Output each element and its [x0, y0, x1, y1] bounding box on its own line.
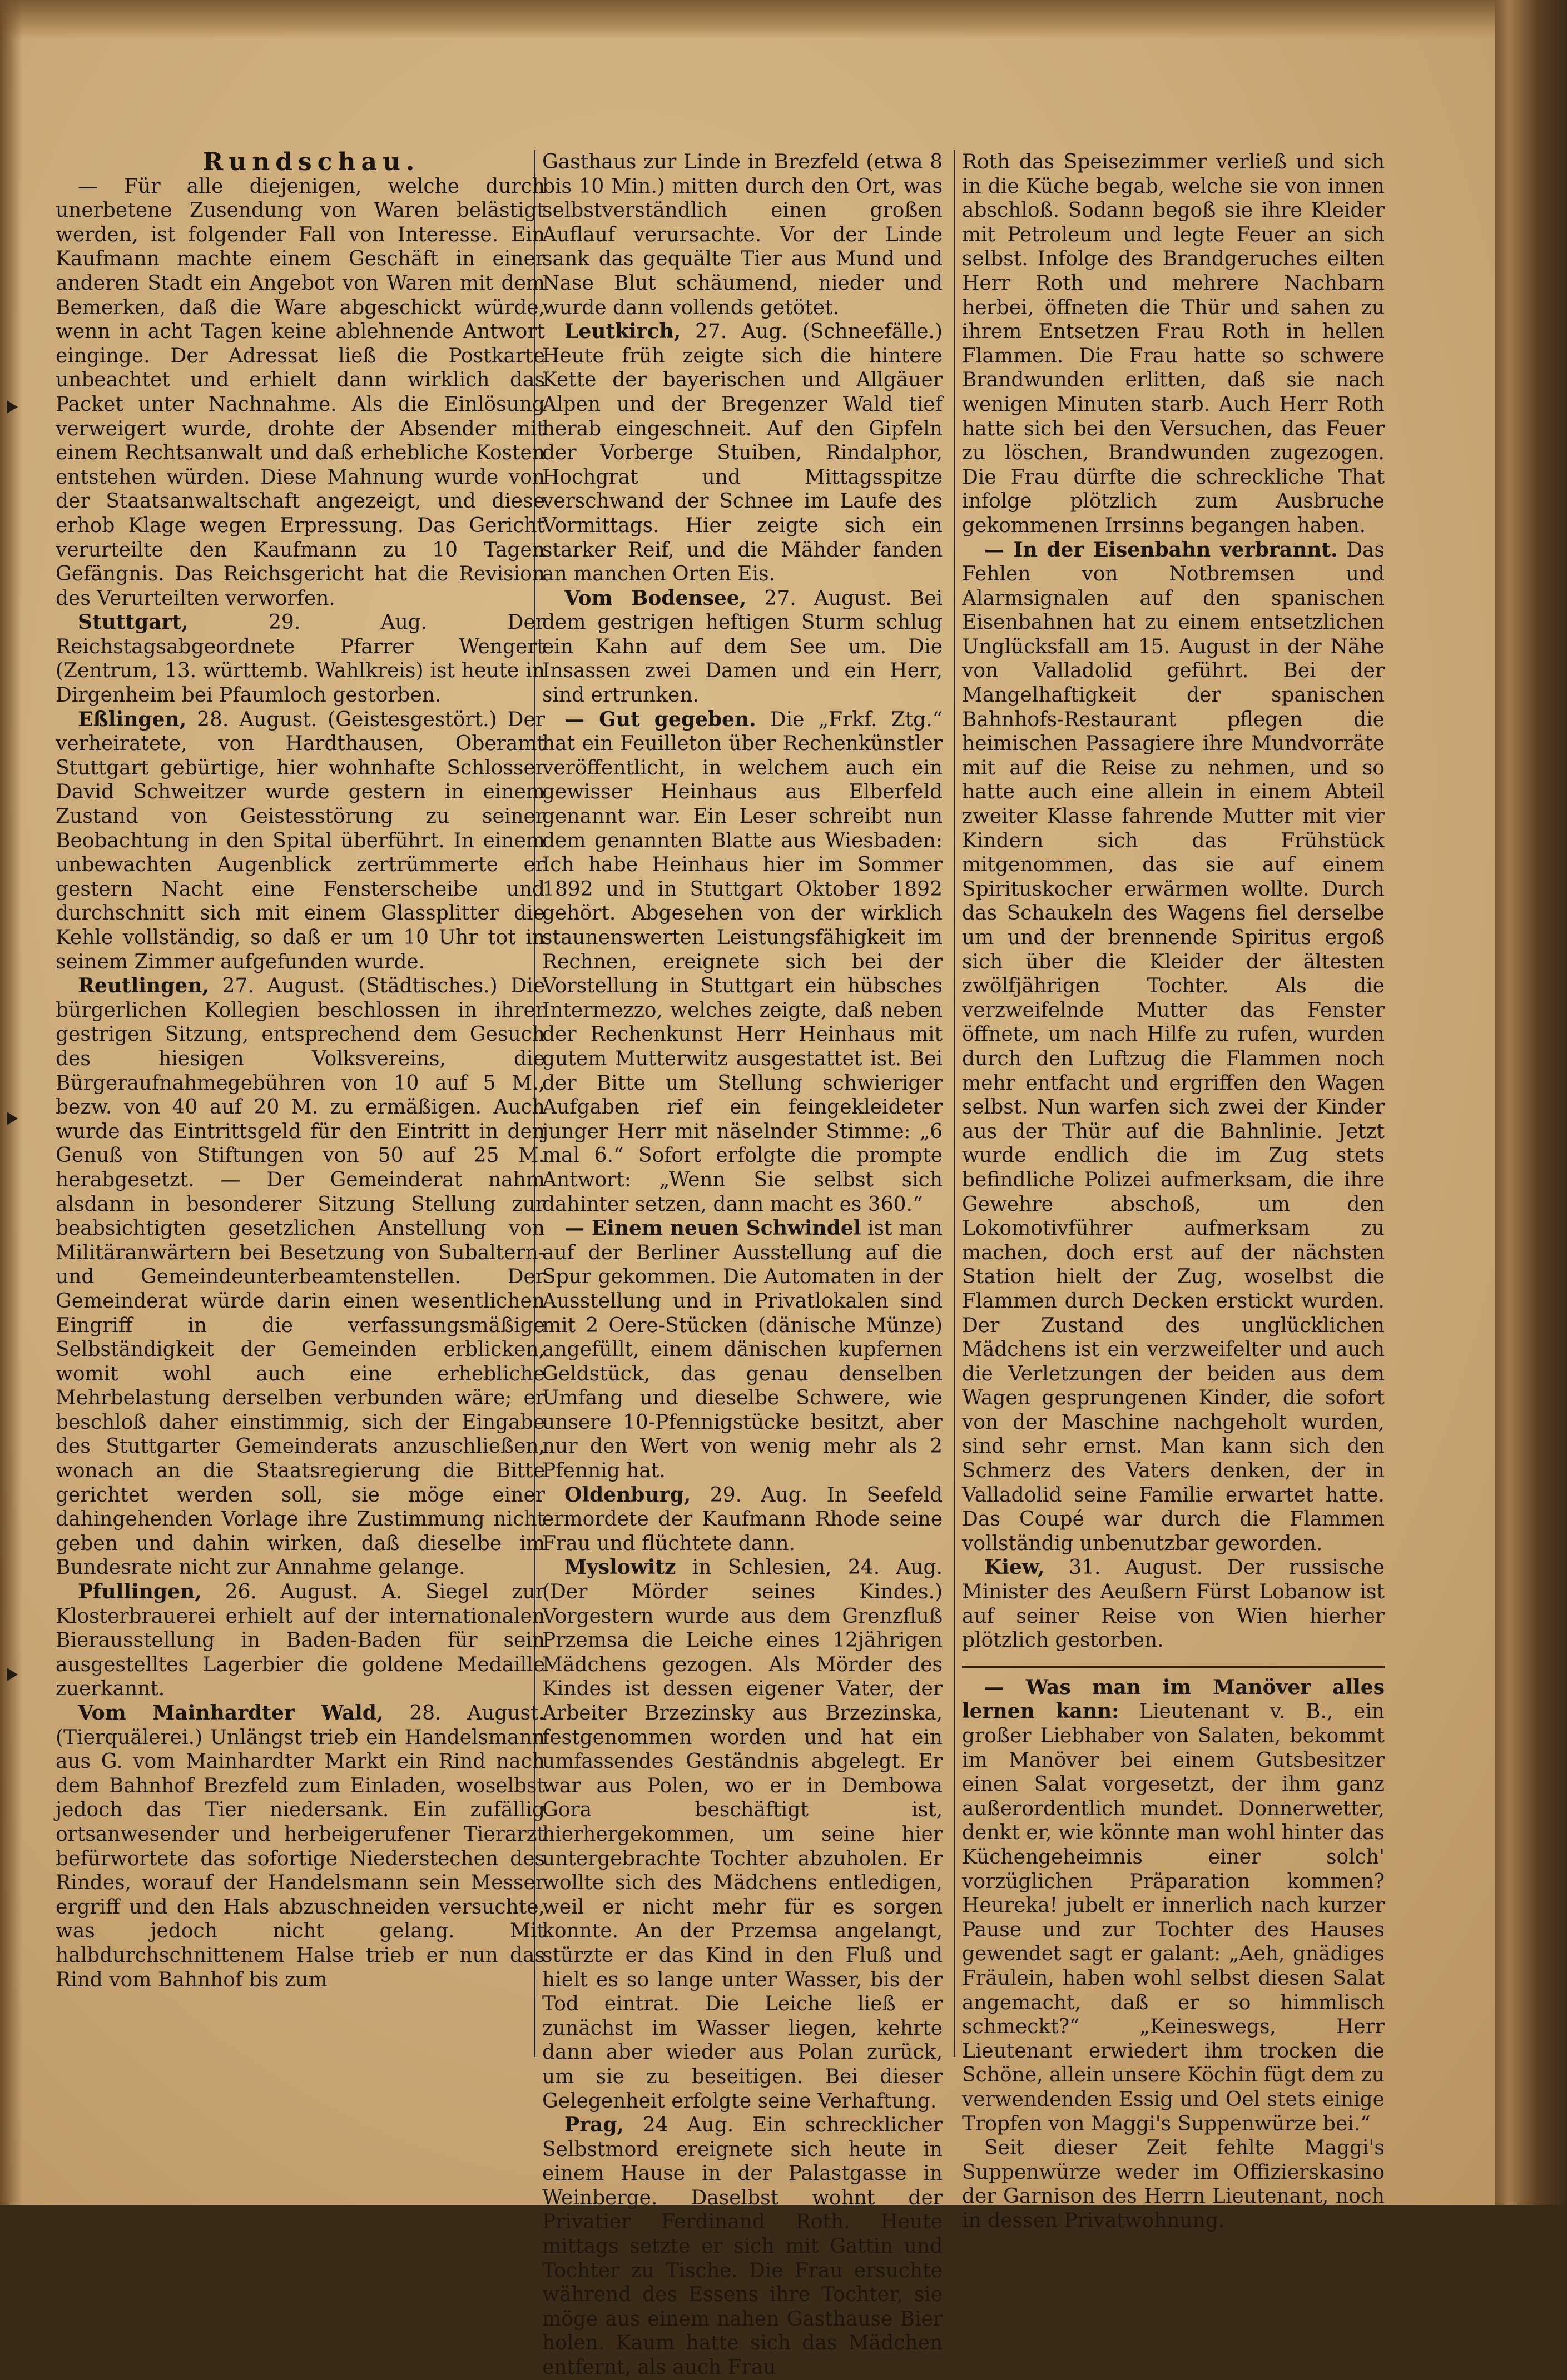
- article-dateline: — In der Eisenbahn verbrannt.: [984, 538, 1338, 562]
- article: [56, 1701, 545, 1992]
- article-dateline: Vom Bodensee,: [564, 586, 747, 610]
- article-text: — Für alle diejenigen, welche durch unerbetene Zusendung von Waren belästigt werden, ist folgender Fall von Interesse. Ein Kaufmann machte einem Geschäft in einer anderen Stadt ein Angebot von Waren mit dem Bemerken, daß die Ware abgeschickt würde, wenn in acht Tagen keine ablehnende Antwort einginge. Der Adressat ließ die Postkarte unbeachtet und erhielt dann wirklich das Packet unter Nachnahme. Als die Einlösung verweigert wurde, drohte der Absender mit einem Rechtsanwalt und daß erhebliche Kosten entstehen würden. Diese Mahnung wurde von der Staatsanwaltschaft angezeigt, und diese erhob Klage wegen Erpressung. Das Gericht verurteilte den Kaufmann zu 10 Tagen Gefängnis. Das Reichsgericht hat die Revision des Verurteilten verworfen.: [56, 175, 545, 610]
- article-dateline: Vom Mainhardter Wald,: [78, 1701, 384, 1725]
- article-text: 27. Aug. (Schneefälle.) Heute früh zeigte sich die hintere Kette der bayerischen und Allgäuer Alpen und der Bregenzer Wald tief herab eingeschneit. Auf den Gipfeln der Vorberge Stuiben, Rindalphor, Hochgrat und Mittagsspitze verschwand der Schnee im Laufe des Vormittags. Hier zeigte sich ein starker Reif, und die Mähder fanden an manchen Orten Eis.: [542, 320, 943, 586]
- article-text: 31. August. Der russische Minister des Aeußern Fürst Lobanow ist auf seiner Reise von Wien hierher plötzlich gestorben.: [962, 1556, 1385, 1652]
- article-dateline: Eßlingen,: [78, 707, 187, 731]
- article-text: 29. Aug. Der Reichstagsabgeordnete Pfarrer Wengert (Zentrum, 13. württemb. Wahlkreis) ist heute in Dirgenheim bei Pfaumloch gestorben.: [56, 611, 545, 707]
- article-separator: [962, 1666, 1385, 1668]
- article: [542, 1216, 943, 1483]
- page-left-edge: [0, 0, 22, 2205]
- article-dateline: — Einem neuen Schwindel: [564, 1216, 861, 1240]
- column-1: [56, 150, 545, 2057]
- page-top-edge: [0, 0, 1567, 39]
- article-dateline: Kiew,: [984, 1556, 1045, 1579]
- article-dateline: — Gut gegeben.: [564, 707, 756, 731]
- article: [56, 610, 545, 707]
- article-text: Lieutenant v. B., ein großer Liebhaber von Salaten, bekommt im Manöver bei einem Gutsbesitzer einen Salat vorgesetzt, der ihm ganz außerordentlich mundet. Donnerwetter, denkt er, wie könnte man wohl hinter das Küchengeheimnis einer solch' vorzüglichen Präparation kommen? Heureka! jubelt er innerlich nach kurzer Pause und zur Tochter des Hauses gewendet sagt er galant: „Aeh, gnädiges Fräulein, haben wohl selbst diesen Salat angemacht, daß er so himmlisch schmeckt?“ „Keineswegs, Herr Lieutenant erwiedert ihm trocken die Schöne, allein unsere Köchin fügt dem zu verwendenden Essig und Oel stets einige Tropfen von Maggi's Suppenwürze bei.“: [962, 1700, 1385, 2135]
- article-text: 27. August. Bei dem gestrigen heftigen Sturm schlug ein Kahn auf dem See um. Die Insassen zwei Damen und ein Herr, sind ertrunken.: [542, 587, 943, 707]
- article: [962, 1676, 1385, 2136]
- column-3: [962, 150, 1385, 2232]
- article-text: 26. August. A. Siegel zur Klosterbrauerei erhielt auf der internationalen Bierausstellung in Baden-Baden für sein ausgestelltes Lagerbier die goldene Medaille zuerkannt.: [56, 1581, 545, 1701]
- article: [56, 708, 545, 975]
- article-text: 29. Aug. In Seefeld ermordete der Kaufmann Rhode seine Frau und flüchtete dann.: [542, 1483, 943, 1555]
- article-text: Gasthaus zur Linde in Brezfeld (etwa 8 bis 10 Min.) mitten durch den Ort, was selbstverständlich einen großen Auflauf verursachte. Vor der Linde sank das gequälte Tier aus Mund und Nase Blut schäumend, nieder und wurde dann vollends getötet.: [542, 151, 943, 319]
- article-text: 28. August. (Tierquälerei.) Unlängst trieb ein Handelsmann aus G. vom Mainhardter Markt ein Rind nach dem Bahnhof Brezfeld zum Einladen, woselbst jedoch das Tier niedersank. Ein zufällig ortsanwesender und herbeigerufener Tierarzt befürwortete das sofortige Niederstechen des Rindes, worauf der Handelsmann sein Messer ergriff und den Hals abzuschneiden versuchte, was jedoch nicht gelang. Mit halbdurchschnittenem Halse trieb er nun das Rind vom Bahnhof bis zum: [56, 1702, 545, 1991]
- article: [542, 587, 943, 708]
- article-text: 27. August. (Städtisches.) Die bürgerlichen Kollegien beschlossen in ihrer gestrigen Sitzung, entsprechend dem Gesuch des hiesigen Volksvereins, die Bürgeraufnahmegebühren von 10 auf 5 M., bezw. von 40 auf 20 M. zu ermäßigen. Auch wurde das Eintrittsgeld für den Eintritt in den Genuß von Stiftungen von 50 auf 25 M. herabgesetzt. — Der Gemeinderat nahm alsdann in besonderer Sitzung Stellung zur beabsichtigten gesetzlichen Anstellung von Militäranwärtern bei Besetzung von Subaltern- und Gemeindeunterbeamtenstellen. Der Gemeinderat würde darin einen wesentlichen Eingriff in die verfassungsmäßige Selbständigkeit der Gemeinden erblicken, womit wohl auch eine erhebliche Mehrbelastung derselben verbunden wäre; er beschloß daher einstimmig, sich der Eingabe des Stuttgarter Gemeinderats anzuschließen, wonach an die Staatsregierung die Bitte gerichtet werden soll, sie möge einer dahingehenden Vorlage ihre Zustimmung nicht geben und dahin wirken, daß dieselbe im Bundesrate nicht zur Annahme gelange.: [56, 975, 545, 1579]
- article-dateline: Oldenburg,: [564, 1483, 691, 1507]
- article-text: Seit dieser Zeit fehlte Maggi's Suppenwürze weder im Offizierskasino der Garnison des Herrn Lieutenant, noch in dessen Privatwohnung.: [962, 2136, 1385, 2232]
- article-dateline: Myslowitz: [564, 1556, 676, 1579]
- article-text: in Schlesien, 24. Aug. (Der Mörder seines Kindes.) Vorgestern wurde aus dem Grenzfluß Przemsa die Leiche eines 12jährigen Mädchens gezogen. Als Mörder des Kindes ist dessen eigener Vater, der Arbeiter Brzezinsky aus Brzezinska, festgenommen worden und hat ein umfassendes Geständnis abgelegt. Er war aus Polen, wo er in Dembowa Gora beschäftigt ist, hierhergekommen, um seine hier untergebrachte Tochter abzuholen. Er wollte sich des Mädchens entledigen, weil er nicht mehr für es sorgen konnte. An der Przemsa angelangt, stürzte er das Kind in den Fluß und hielt es so lange unter Wasser, bis der Tod eintrat. Die Leiche ließ er zunächst im Wasser liegen, kehrte dann aber wieder aus Polan zurück, um sie zu beseitigen. Bei dieser Gelegenheit erfolgte seine Verhaftung.: [542, 1556, 943, 2113]
- page-edge-mark-icon: [7, 400, 18, 414]
- article-text: Die „Frkf. Ztg.“ hat ein Feuilleton über Rechenkünstler veröffentlicht, in welchem auch ein gewisser Heinhaus aus Elberfeld genannt war. Ein Leser schreibt nun dem genannten Blatte aus Wiesbaden: Ich habe Heinhaus hier im Sommer 1892 und in Stuttgart Oktober 1892 gehört. Abgesehen von der wirklich staunenswerten Leistungsfähigkeit im Rechnen, ereignete sich bei der Vorstellung in Stuttgart ein hübsches Intermezzo, welches zeigte, daß neben der Rechenkunst Herr Heinhaus mit gutem Mutterwitz ausgestattet ist. Bei der Bitte um Stellung schwieriger Aufgaben rief ein feingekleideter junger Herr mit näselnder Stimme: „6 mal 6.“ Sofort erfolgte die prompte Antwort: „Wenn Sie selbst sich dahinter setzen, dann macht es 360.“: [542, 708, 943, 1216]
- article-dateline: Leutkirch,: [564, 320, 681, 344]
- section-heading: Rundschau.: [202, 148, 420, 176]
- article: [56, 175, 545, 611]
- article-continued: [962, 150, 1385, 538]
- article: [542, 1483, 943, 1556]
- article-text: Roth das Speisezimmer verließ und sich in die Küche begab, welche sie von innen abschloß. Sodann begoß sie ihre Kleider mit Petroleum und legte Feuer an sich selbst. Infolge des Brandgeruches eilten Herr Roth und mehrere Nachbarn herbei, öffneten die Thür und sahen zu ihrem Entsetzen Frau Roth in hellen Flammen. Die Frau hatte so schwere Brandwunden erlitten, daß sie nach wenigen Minuten starb. Auch Herr Roth hatte sich bei den Versuchen, das Feuer zu löschen, Brandwunden zugezogen. Die Frau dürfte die schreckliche That infolge plötzlich zum Ausbruche gekommenen Irrsinns begangen haben.: [962, 151, 1385, 537]
- article-text: 28. August. (Geistesgestört.) Der verheiratete, von Hardthausen, Oberamt Stuttgart gebürtige, hier wohnhafte Schlosser David Schweitzer wurde gestern in einem Zustand von Geistesstörung zu seiner Beobachtung in den Spital überführt. In einem unbewachten Augenblick zertrümmerte er gestern Nacht eine Fensterscheibe und durchschnitt sich mit einem Glassplitter die Kehle vollständig, so daß er um 10 Uhr tot in seinem Zimmer aufgefunden wurde.: [56, 708, 545, 973]
- article-continued: [542, 150, 943, 320]
- article: [542, 2113, 943, 2380]
- page-binding-edge: [1495, 0, 1567, 2205]
- article-dateline: Prag,: [564, 2113, 624, 2137]
- page-edge-mark-icon: [7, 1668, 18, 1681]
- article-text: 24 Aug. Ein schrecklicher Selbstmord ereignete sich heute in einem Hause in der Palastgasse in Weinberge. Daselbst wohnt der Privatier Ferdinand Roth. Heute mittags setzte er sich mit Gattin und Tochter zu Tische. Die Frau ersuchte während des Essens ihre Tochter, sie möge aus einem nahen Gasthause Bier holen. Kaum hatte sich das Mädchen entfernt, als auch Frau: [542, 2114, 943, 2379]
- article: [56, 1580, 545, 1701]
- article: [962, 2136, 1385, 2233]
- article-dateline: — Was man im Manöver alles lernen kann:: [962, 1675, 1385, 1723]
- article-dateline: Reutlingen,: [78, 974, 209, 998]
- article-text: ist man auf der Berliner Ausstellung auf die Spur gekommen. Die Automaten in der Ausstellung und in Privatlokalen sind mit 2 Oere-Stücken (dänische Münze) angefüllt, einem dänischen kupfernen Geldstück, das genau denselben Umfang und dieselbe Schwere, wie unsere 10-Pfennigstücke besitzt, aber nur den Wert von wenig mehr als 2 Pfennig hat.: [542, 1217, 943, 1483]
- article: [542, 708, 943, 1216]
- article: [962, 1556, 1385, 1652]
- article: [542, 1556, 943, 2113]
- article: [56, 974, 545, 1580]
- article: [542, 320, 943, 587]
- article-dateline: Pfullingen,: [78, 1580, 202, 1604]
- column-rule: [954, 150, 955, 2057]
- article-dateline: Stuttgart,: [78, 610, 189, 634]
- column-2: [542, 150, 943, 2379]
- article: [962, 538, 1385, 1556]
- article-text: Das Fehlen von Notbremsen und Alarmsignalen auf den spanischen Eisenbahnen hat zu einem entsetzlichen Unglücksfall am 15. August in der Nähe von Valladolid geführt. Bei der Mangelhaftigkeit der spanischen Bahnhofs-Restaurant pflegen die heimischen Passagiere ihre Mundvorräte mit auf die Reise zu nehmen, und so hatte auch eine allein in einem Abteil zweiter Klasse fahrende Mutter mit vier Kindern sich das Frühstück mitgenommen, das sie auf einem Spirituskocher erwärmen wollte. Durch das Schaukeln des Wagens fiel derselbe um und der brennende Spiritus ergoß sich über die Kleider der ältesten zwölfjährigen Tochter. Als die verzweifelnde Mutter das Fenster öffnete, um nach Hilfe zu rufen, wurden durch den Luftzug die Flammen noch mehr entfacht und ergriffen den Wagen selbst. Nun warfen sich zwei der Kinder aus der Thür auf die Bahnlinie. Jetzt wurde endlich die im Zug stets befindliche Polizei aufmerksam, die ihre Gewehre abschoß, um den Lokomotivführer aufmerksam zu machen, doch erst auf der nächsten Station hielt der Zug, woselbst die Flammen durch Decken erstickt wurden. Der Zustand des unglücklichen Mädchens ist ein verzweifelter und auch die Verletzungen der beiden aus dem Wagen gesprungenen Kinder, die sofort von der Maschine nachgeholt wurden, sind sehr ernst. Man kann sich den Schmerz des Vaters denken, der in Valladolid seine Familie erwartet hatte. Das Coupé war durch die Flammen vollständig unbenutzbar geworden.: [962, 538, 1385, 1555]
- page-edge-mark-icon: [7, 1112, 18, 1125]
